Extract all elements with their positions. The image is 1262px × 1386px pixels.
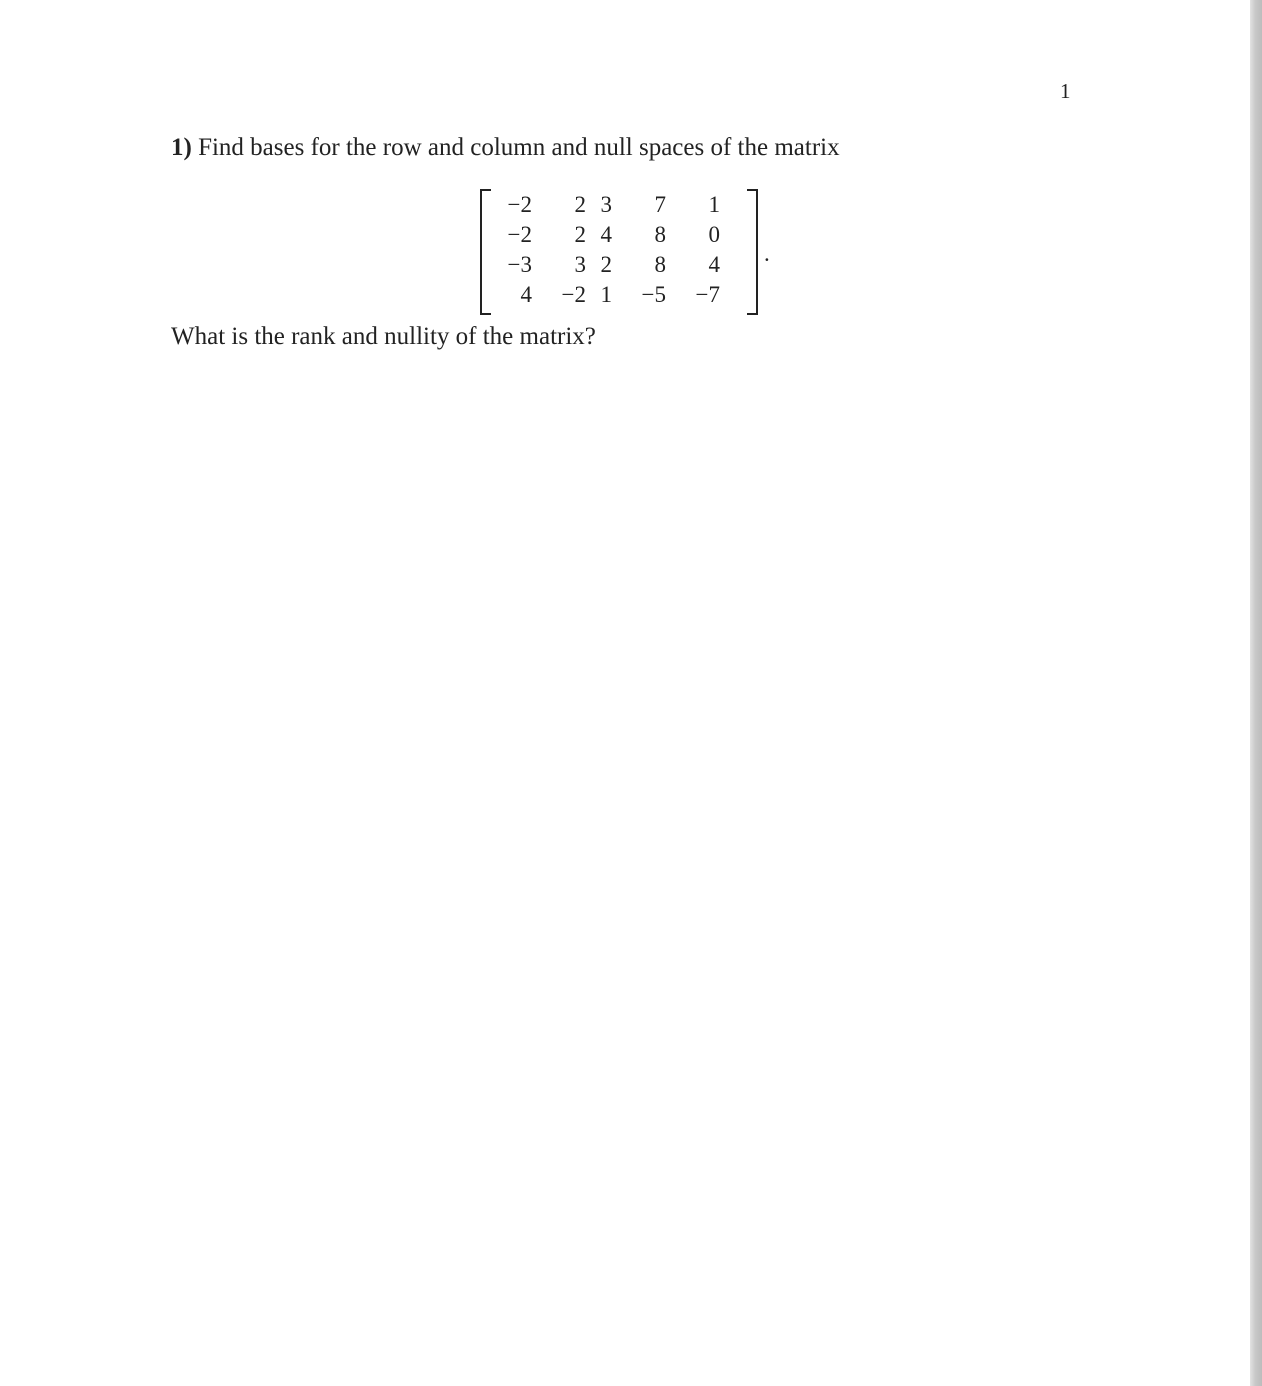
matrix-terminator: . [764, 241, 770, 266]
matrix-cell: 4 [520, 282, 532, 307]
matrix-cell: −3 [507, 252, 532, 277]
matrix [478, 189, 760, 313]
matrix-cell: 2 [574, 222, 586, 247]
matrix-row [495, 220, 720, 250]
matrix-entries [495, 190, 720, 310]
question-prompt [171, 134, 840, 162]
matrix-row [495, 190, 720, 220]
matrix-cell: 7 [654, 192, 666, 217]
matrix-row [495, 250, 720, 280]
matrix-cell: 1 [708, 192, 720, 217]
matrix-cell: 8 [654, 252, 666, 277]
matrix-right-bracket [747, 189, 758, 315]
matrix-cell: −2 [507, 192, 532, 217]
page-number: 1 [1060, 79, 1071, 103]
matrix-cell: 3 [574, 252, 586, 277]
question-text: Find bases for the row and column and null spaces of the matrix [198, 134, 840, 161]
matrix-cell: 3 [600, 192, 612, 217]
matrix-cell: −2 [561, 282, 586, 307]
matrix-cell: 2 [574, 192, 586, 217]
matrix-row [495, 280, 720, 310]
matrix-cell: 8 [654, 222, 666, 247]
matrix-cell: 4 [708, 252, 720, 277]
matrix-cell: −5 [641, 282, 666, 307]
matrix-cell: 2 [600, 252, 612, 277]
viewer-scrollbar-edge[interactable] [1250, 0, 1262, 1386]
matrix-cell: −2 [507, 222, 532, 247]
matrix-cell: −7 [695, 282, 720, 307]
matrix-cell: 0 [708, 222, 720, 247]
question-number: 1) [171, 134, 192, 161]
matrix-cell: 1 [600, 282, 612, 307]
matrix-cell: 4 [600, 222, 612, 247]
matrix-left-bracket [480, 189, 491, 315]
followup-question: What is the rank and nullity of the matrix? [171, 323, 596, 350]
